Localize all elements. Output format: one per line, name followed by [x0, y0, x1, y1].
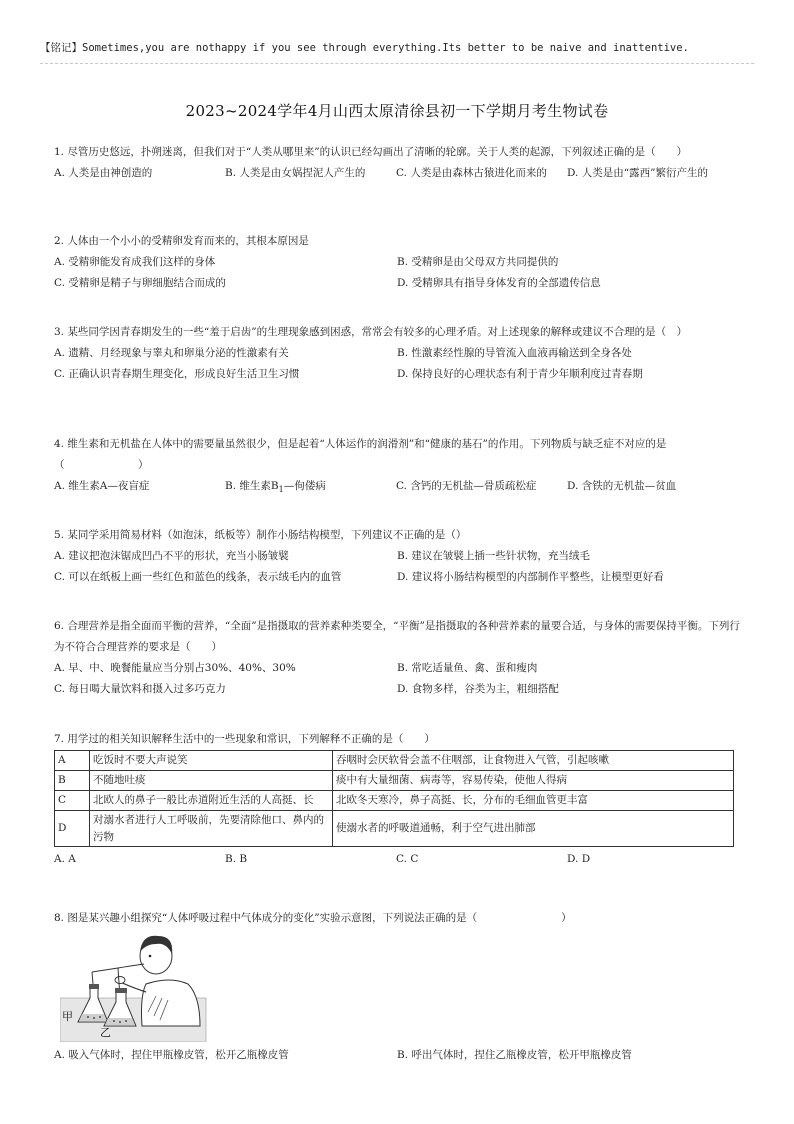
- table-cell: A: [55, 751, 90, 771]
- figure-label-yi: 乙: [100, 1026, 111, 1039]
- question-stem: 1. 尽管历史悠远，扑朔迷离，但我们对于“人类从哪里来”的认识已经勾画出了清晰的轮廓。关于人类的起源，下列叙述正确的是（ ）: [54, 146, 688, 158]
- subscript: 1: [278, 485, 284, 495]
- option-b[interactable]: B. 人类是由女娲捏泥人产生的: [225, 167, 366, 179]
- option-c[interactable]: C. C: [396, 853, 419, 865]
- table-cell: 吃饭时不要大声说笑: [90, 751, 333, 771]
- question-3: [54, 322, 740, 385]
- table-cell: C: [55, 791, 90, 811]
- option-a[interactable]: A. 维生素A—夜盲症: [54, 480, 150, 492]
- option-c[interactable]: C. 受精卵是精子与卵细胞结合而成的: [54, 277, 226, 289]
- option-a[interactable]: A. 遗精、月经现象与睾丸和卵巢分泌的性激素有关: [54, 347, 289, 359]
- option-c[interactable]: C. 可以在纸板上画一些红色和蓝色的线条，表示绒毛内的血管: [54, 571, 342, 583]
- option-b[interactable]: B. 常吃适量鱼、禽、蛋和瘦肉: [397, 662, 538, 674]
- option-a[interactable]: A. 受精卵能发育成我们这样的身体: [54, 256, 216, 268]
- table-cell: 吞咽时会厌软骨会盖不住咽部，让食物进入气管，引起咳嗽: [333, 751, 734, 771]
- table-cell: 痰中有大量细菌、病毒等，容易传染，使他人得病: [333, 771, 734, 791]
- option-b[interactable]: B. 性激素经性腺的导管流入血液再输送到全身各处: [397, 347, 632, 359]
- table-cell: 不随地吐痰: [90, 771, 333, 791]
- option-b-tail: —佝偻病: [283, 480, 326, 492]
- question-7: [54, 729, 740, 870]
- option-d[interactable]: D. 食物多样，谷类为主，粗细搭配: [397, 683, 559, 695]
- option-d[interactable]: D. 建议将小肠结构模型的内部制作平整些，让模型更好看: [397, 571, 664, 583]
- figure-label-jia: 甲: [62, 1010, 73, 1023]
- header-divider: [40, 63, 754, 64]
- question-stem: 7. 用学过的相关知识解释生活中的一些现象和常识，下列解释不正确的是（ ）: [54, 733, 435, 745]
- option-d[interactable]: D. 保持良好的心理状态有利于青少年顺利度过青春期: [397, 368, 643, 380]
- options: [54, 252, 740, 294]
- option-c[interactable]: C. 每日喝大量饮料和摄入过多巧克力: [54, 683, 226, 695]
- table-cell: 北欧人的鼻子一般比赤道附近生活的人高挺、长: [90, 791, 333, 811]
- question-stem: 6. 合理营养是指全面而平衡的营养，“全面”是指摄取的营养素种类要全，“平衡”是指摄取的各种营养素的量要合适，与身体的需要保持平衡。下列行为不符合合理营养的要求是（ ）: [54, 620, 740, 653]
- options: [54, 849, 740, 870]
- question-1: [54, 142, 740, 184]
- option-b[interactable]: B. 受精卵是由父母双方共同提供的: [397, 256, 559, 268]
- question-stem: 5. 某同学采用简易材料（如泡沫，纸板等）制作小肠结构模型，下列建议不正确的是（）: [54, 529, 467, 541]
- question-5: [54, 525, 740, 588]
- option-d[interactable]: D. 含铁的无机盐—贫血: [567, 480, 677, 492]
- question-stem: 8. 图是某兴趣小组探究“人体呼吸过程中气体成分的变化”实验示意图，下列说法正确的是（ ）: [54, 912, 572, 924]
- option-a[interactable]: A. 早、中、晚餐能量应当分别占30%、40%、30%: [54, 662, 296, 674]
- option-d[interactable]: D. 人类是由“露西”繁衍产生的: [567, 167, 708, 179]
- options: [54, 163, 740, 184]
- option-a[interactable]: A. 人类是由神创造的: [54, 167, 153, 179]
- question-6: [54, 616, 740, 700]
- options: [54, 546, 740, 588]
- question-stem: 2. 人体由一个小小的受精卵发育而来的，其根本原因是: [54, 235, 309, 247]
- option-a[interactable]: A. A: [54, 853, 76, 865]
- question-stem: 4. 维生素和无机盐在人体中的需要量虽然很少，但是起着“人体运作的润滑剂”和“健康的基石”的作用。下列物质与缺乏症不对应的是（ ）: [54, 438, 667, 471]
- table-cell: 北欧冬天寒冷，鼻子高挺、长，分布的毛细血管更丰富: [333, 791, 734, 811]
- options: [54, 658, 740, 700]
- table-row: [55, 791, 734, 811]
- question-4: [54, 434, 740, 500]
- table-cell: B: [55, 771, 90, 791]
- option-c[interactable]: C. 含钙的无机盐—骨质疏松症: [396, 480, 537, 492]
- exam-title: 2023~2024学年4月山西太原清徐县初一下学期月考生物试卷: [185, 102, 609, 120]
- option-b[interactable]: B. 呼出气体时，捏住乙瓶橡皮管，松开甲瓶橡皮管: [397, 1049, 632, 1061]
- explanation-table: [54, 750, 734, 847]
- option-b[interactable]: [225, 476, 396, 500]
- options: [54, 343, 740, 385]
- options: [54, 1045, 740, 1066]
- option-c[interactable]: C. 人类是由森林古猿进化而来的: [396, 167, 547, 179]
- option-a[interactable]: A. 吸入气体时，捏住甲瓶橡皮管，松开乙瓶橡皮管: [54, 1049, 289, 1061]
- table-row: [55, 751, 734, 771]
- question-2: [54, 231, 740, 294]
- option-a[interactable]: A. 建议把泡沫锯成凹凸不平的形状，充当小肠皱襞: [54, 550, 289, 562]
- question-stem: 3. 某些同学因青春期发生的一些“羞于启齿”的生理现象感到困惑，常常会有较多的心理矛盾。对上述现象的解释或建议不合理的是（ ）: [54, 326, 688, 338]
- option-b[interactable]: B. 建议在皱襞上插一些针状物，充当绒毛: [397, 550, 590, 562]
- table-row: [55, 811, 734, 847]
- header-motto: 【铭记】Sometimes,you are nothappy if you see through everything.Its better to be naive and inattentive.: [40, 42, 689, 54]
- options: [54, 476, 740, 500]
- option-d[interactable]: D. 受精卵具有指导身体发育的全部遗传信息: [397, 277, 601, 289]
- question-8-options: [54, 1045, 740, 1066]
- option-b-text: B. 维生素B: [225, 480, 279, 492]
- option-b[interactable]: B. B: [225, 853, 248, 865]
- experiment-illustration: [60, 926, 208, 1042]
- table-cell: 对溺水者进行人工呼吸前，先要清除他口、鼻内的污物: [90, 811, 333, 847]
- table-row: [55, 771, 734, 791]
- option-d[interactable]: D. D: [567, 853, 591, 865]
- table-cell: D: [55, 811, 90, 847]
- option-c[interactable]: C. 正确认识青春期生理变化，形成良好生活卫生习惯: [54, 368, 300, 380]
- breathing-experiment-figure: [60, 926, 208, 1042]
- table-cell: 使溺水者的呼吸道通畅，利于空气进出肺部: [333, 811, 734, 847]
